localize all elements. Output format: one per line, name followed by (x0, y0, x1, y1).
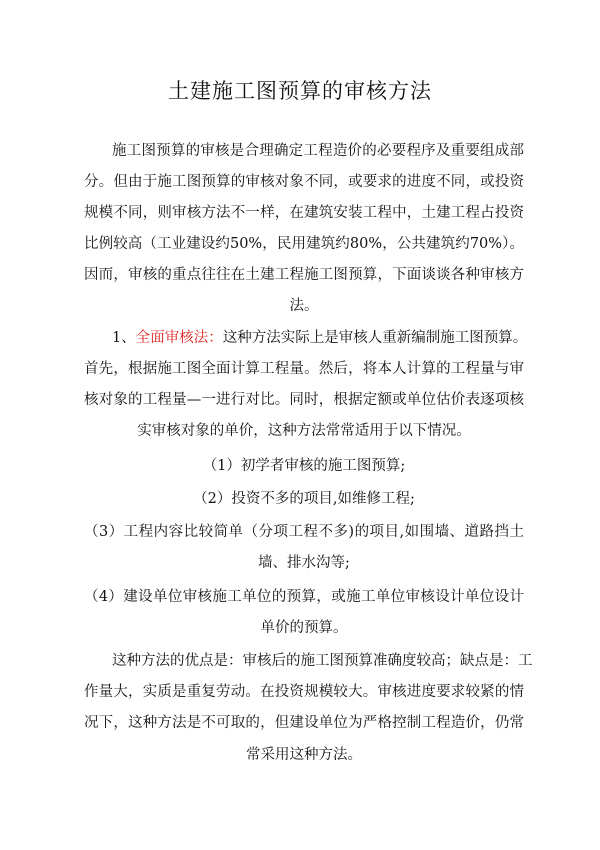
section-heading: 全面审核法： (135, 330, 223, 346)
section-line: 这种方法实际上是审核人重新编制施工图预算。 (222, 330, 528, 346)
section-line: 核对象的工程量—一进行对比。同时，根据定额或单位估价表逐项核 (84, 392, 524, 408)
section-1-heading-line (112, 323, 528, 353)
intro-line: 分。但由于施工图预算的审核对象不同，或要求的进度不同，或投资 (84, 174, 524, 190)
intro-line: 因而，审核的重点往往在土建工程施工图预算，下面谈谈各种审核方 (84, 267, 524, 283)
section-line: 实审核对象的单价，这种方法常常适用于以下情况。 (137, 423, 471, 439)
case-item: 单价的预算。 (260, 620, 348, 636)
case-item: （2）投资不多的项目,如维修工程; (193, 491, 415, 507)
section-number: 1、 (112, 330, 136, 346)
section-line: 首先，根据施工图全面计算工程量。然后，将本人计算的工程量与审 (84, 361, 524, 377)
evaluation-line: 常采用这种方法。 (246, 747, 362, 763)
document-title: 土建施工图预算的审核方法 (168, 79, 432, 103)
evaluation-line: 况下，这种方法是不可取的，但建设单位为严格控制工程造价，仍常 (84, 715, 524, 731)
intro-line: 规模不同，则审核方法不一样，在建筑安装工程中，土建工程占投资 (84, 205, 524, 221)
intro-line: 法。 (289, 298, 319, 314)
case-item: （1）初学者审核的施工图预算; (202, 458, 406, 474)
evaluation-line: 作量大，实质是重复劳动。在投资规模较大。审核进度要求较紧的情 (84, 684, 524, 700)
intro-line: 比例较高（工业建设约50%，民用建筑约80%，公共建筑约70%）。 (84, 236, 524, 252)
case-item: （4）建设单位审核施工单位的预算，或施工单位审核设计单位设计 (84, 589, 524, 605)
case-item: （3）工程内容比较简单（分项工程不多)的项目,如围墙、道路挡土 (84, 524, 524, 540)
case-item: 墙、排水沟等; (258, 555, 350, 571)
intro-line: 施工图预算的审核是合理确定工程造价的必要程序及重要组成部 (112, 143, 524, 159)
evaluation-line: 这种方法的优点是：审核后的施工图预算准确度较高；缺点是：工 (112, 653, 533, 669)
